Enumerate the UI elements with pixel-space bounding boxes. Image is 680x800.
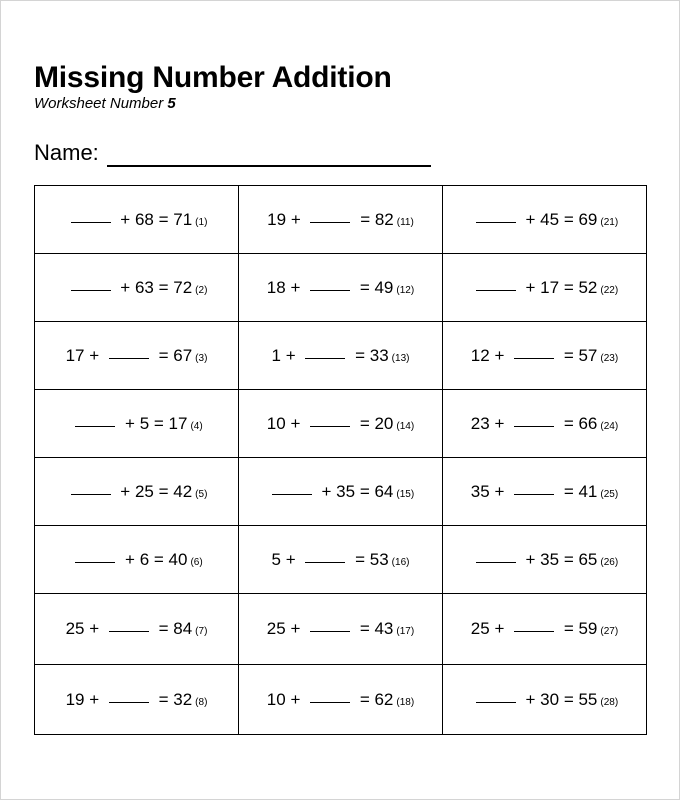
addition-problem — [66, 482, 208, 502]
second-addend: 45 — [540, 209, 560, 229]
equals-sign: = — [153, 209, 174, 229]
second-addend: 5 — [139, 413, 150, 433]
addition-problem — [471, 414, 618, 434]
answer-blank[interactable] — [305, 357, 345, 359]
plus-sign: + — [285, 619, 306, 638]
second-addend: 35 — [336, 481, 356, 501]
problem-number: (4) — [190, 420, 203, 432]
sum-value: 57 — [578, 345, 598, 365]
answer-blank[interactable] — [476, 561, 516, 563]
addition-problem — [267, 414, 414, 434]
equals-sign: = — [355, 209, 375, 229]
sum-value: 52 — [578, 277, 598, 297]
problem-number: (28) — [600, 696, 619, 708]
sum-value: 59 — [578, 619, 598, 638]
answer-blank[interactable] — [310, 289, 350, 291]
problem-cell — [35, 390, 239, 458]
addition-problem — [471, 278, 618, 298]
name-blank-line[interactable] — [107, 143, 431, 167]
answer-blank[interactable] — [109, 357, 149, 359]
problem-number: (23) — [600, 352, 619, 364]
sum-value: 65 — [578, 549, 598, 569]
second-addend: 68 — [134, 209, 154, 229]
problem-number: (8) — [195, 696, 208, 708]
problem-cell — [239, 526, 443, 594]
plus-sign: + — [84, 689, 104, 709]
first-addend: 10 — [266, 413, 286, 433]
addition-problem — [272, 550, 410, 570]
name-row — [34, 139, 431, 167]
addition-problem — [267, 690, 414, 710]
sum-value: 53 — [369, 549, 389, 569]
answer-blank[interactable] — [75, 425, 115, 427]
worksheet-number: 5 — [167, 95, 176, 112]
plus-sign: + — [115, 277, 135, 297]
problem-number: (7) — [195, 626, 208, 637]
plus-sign: + — [520, 277, 541, 297]
answer-blank[interactable] — [71, 221, 111, 223]
problem-row — [35, 322, 647, 390]
problem-row — [35, 526, 647, 594]
problem-cell — [35, 526, 239, 594]
addition-problem — [70, 550, 202, 570]
problem-row — [35, 665, 647, 735]
equals-sign: = — [149, 549, 169, 569]
answer-blank[interactable] — [71, 289, 111, 291]
plus-sign: + — [84, 619, 104, 638]
second-addend: 63 — [134, 277, 154, 297]
equals-sign: = — [559, 619, 579, 638]
answer-blank[interactable] — [71, 493, 111, 495]
sum-value: 40 — [168, 549, 188, 569]
worksheet-subtitle — [34, 95, 176, 113]
first-addend: 5 — [271, 549, 281, 569]
problem-cell — [35, 186, 239, 254]
first-addend: 18 — [266, 277, 286, 297]
equals-sign: = — [153, 345, 174, 365]
first-addend: 19 — [65, 689, 85, 709]
equals-sign: = — [153, 689, 174, 709]
second-addend: 17 — [540, 277, 560, 297]
plus-sign: + — [115, 481, 135, 501]
addition-problem — [66, 346, 208, 366]
plus-sign: + — [84, 345, 104, 365]
equals-sign: = — [559, 277, 579, 297]
sum-value: 64 — [374, 481, 394, 501]
problem-number: (24) — [600, 420, 619, 432]
first-addend: 35 — [470, 481, 490, 501]
problem-number: (5) — [195, 488, 208, 500]
sum-value: 69 — [578, 209, 598, 229]
answer-blank[interactable] — [514, 630, 554, 632]
equals-sign: = — [355, 413, 375, 433]
problem-number: (15) — [396, 488, 415, 500]
worksheet-number-label: Worksheet Number — [34, 95, 164, 112]
problems-grid — [34, 185, 647, 735]
problem-number: (21) — [600, 216, 619, 228]
answer-blank[interactable] — [476, 221, 516, 223]
second-addend: 35 — [540, 549, 560, 569]
problem-number: (22) — [600, 284, 619, 296]
problem-row — [35, 594, 647, 665]
answer-blank[interactable] — [476, 289, 516, 291]
problem-cell — [443, 390, 647, 458]
name-label: Name: — [34, 140, 99, 165]
sum-value: 67 — [173, 345, 193, 365]
addition-problem — [471, 346, 618, 366]
plus-sign: + — [281, 549, 301, 569]
problem-cell — [239, 665, 443, 735]
plus-sign: + — [489, 413, 510, 433]
addition-problem — [267, 210, 414, 230]
plus-sign: + — [285, 689, 306, 709]
equals-sign: = — [350, 345, 370, 365]
plus-sign: + — [115, 209, 135, 229]
problem-cell — [239, 458, 443, 526]
equals-sign: = — [559, 689, 579, 709]
worksheet-title: Missing Number Addition — [34, 61, 392, 94]
sum-value: 84 — [173, 619, 193, 638]
plus-sign: + — [120, 413, 140, 433]
equals-sign: = — [153, 619, 174, 638]
problem-cell — [443, 665, 647, 735]
answer-blank[interactable] — [310, 221, 350, 223]
problem-cell — [443, 254, 647, 322]
first-addend: 1 — [271, 345, 281, 365]
problem-number: (11) — [396, 216, 414, 228]
second-addend: 25 — [134, 481, 154, 501]
answer-blank[interactable] — [310, 425, 350, 427]
plus-sign: + — [520, 549, 541, 569]
problem-number: (14) — [396, 420, 415, 432]
first-addend: 23 — [470, 413, 490, 433]
equals-sign: = — [355, 619, 375, 638]
addition-problem — [471, 482, 618, 502]
problem-cell — [239, 594, 443, 665]
sum-value: 82 — [374, 209, 394, 229]
equals-sign: = — [350, 549, 370, 569]
sum-value: 42 — [173, 481, 193, 501]
first-addend: 25 — [266, 619, 286, 638]
equals-sign: = — [355, 481, 375, 501]
answer-blank[interactable] — [109, 701, 149, 703]
sum-value: 72 — [173, 277, 193, 297]
plus-sign: + — [489, 481, 510, 501]
addition-problem — [272, 346, 410, 366]
sum-value: 71 — [173, 209, 193, 229]
second-addend: 30 — [540, 689, 560, 709]
problem-number: (6) — [190, 556, 203, 568]
problem-cell — [239, 254, 443, 322]
sum-value: 17 — [168, 413, 188, 433]
answer-blank[interactable] — [310, 701, 350, 703]
equals-sign: = — [355, 689, 375, 709]
equals-sign: = — [559, 549, 579, 569]
problem-number: (26) — [600, 556, 619, 568]
problem-number: (17) — [396, 626, 415, 637]
problem-cell — [443, 526, 647, 594]
plus-sign: + — [286, 209, 306, 229]
second-addend: 6 — [139, 549, 150, 569]
problem-number: (3) — [195, 352, 208, 364]
problem-number: (16) — [391, 556, 410, 568]
sum-value: 49 — [374, 277, 394, 297]
equals-sign: = — [153, 481, 174, 501]
answer-blank[interactable] — [272, 493, 312, 495]
problem-cell — [35, 322, 239, 390]
first-addend: 25 — [470, 619, 490, 638]
problem-cell — [35, 594, 239, 665]
problem-cell — [35, 665, 239, 735]
problem-cell — [443, 594, 647, 665]
plus-sign: + — [285, 413, 306, 433]
answer-blank[interactable] — [310, 630, 350, 632]
equals-sign: = — [559, 481, 579, 501]
problem-cell — [443, 322, 647, 390]
addition-problem — [66, 619, 208, 639]
sum-value: 66 — [578, 413, 598, 433]
plus-sign: + — [316, 481, 337, 501]
addition-problem — [267, 619, 414, 639]
answer-blank[interactable] — [109, 630, 149, 632]
problem-number: (25) — [600, 488, 619, 500]
sum-value: 62 — [374, 689, 394, 709]
first-addend: 25 — [65, 619, 85, 638]
answer-blank[interactable] — [514, 425, 554, 427]
problem-number: (18) — [396, 696, 415, 708]
problem-number: (1) — [195, 216, 208, 228]
plus-sign: + — [120, 549, 140, 569]
equals-sign: = — [355, 277, 375, 297]
equals-sign: = — [559, 345, 579, 365]
first-addend: 17 — [65, 345, 85, 365]
problem-cell — [35, 458, 239, 526]
equals-sign: = — [153, 277, 174, 297]
addition-problem — [267, 482, 414, 502]
equals-sign: = — [559, 209, 579, 229]
problem-row — [35, 390, 647, 458]
answer-blank[interactable] — [305, 561, 345, 563]
addition-problem — [471, 619, 618, 639]
problem-row — [35, 254, 647, 322]
answer-blank[interactable] — [476, 701, 516, 703]
sum-value: 55 — [578, 689, 598, 709]
problem-row — [35, 186, 647, 254]
problem-cell — [443, 458, 647, 526]
equals-sign: = — [149, 413, 169, 433]
plus-sign: + — [281, 345, 301, 365]
addition-problem — [471, 210, 618, 230]
problem-number: (12) — [396, 284, 415, 296]
plus-sign: + — [285, 277, 306, 297]
answer-blank[interactable] — [514, 493, 554, 495]
first-addend: 12 — [470, 345, 490, 365]
addition-problem — [70, 414, 202, 434]
addition-problem — [471, 690, 618, 710]
sum-value: 43 — [374, 619, 394, 638]
addition-problem — [267, 278, 414, 298]
problem-row — [35, 458, 647, 526]
addition-problem — [66, 210, 208, 230]
sum-value: 41 — [578, 481, 598, 501]
plus-sign: + — [489, 619, 510, 638]
sum-value: 20 — [374, 413, 394, 433]
sum-value: 32 — [173, 689, 193, 709]
plus-sign: + — [489, 345, 510, 365]
equals-sign: = — [559, 413, 579, 433]
sum-value: 33 — [369, 345, 389, 365]
problem-number: (13) — [391, 352, 410, 364]
problem-cell — [35, 254, 239, 322]
problem-cell — [239, 322, 443, 390]
answer-blank[interactable] — [75, 561, 115, 563]
problem-cell — [239, 390, 443, 458]
addition-problem — [66, 690, 208, 710]
problem-cell — [443, 186, 647, 254]
problem-number: (2) — [195, 284, 208, 296]
plus-sign: + — [520, 689, 541, 709]
plus-sign: + — [520, 209, 541, 229]
first-addend: 10 — [266, 689, 286, 709]
first-addend: 19 — [267, 209, 287, 229]
addition-problem — [66, 278, 208, 298]
answer-blank[interactable] — [514, 357, 554, 359]
problem-number: (27) — [600, 626, 619, 637]
addition-problem — [471, 550, 618, 570]
problem-cell — [239, 186, 443, 254]
